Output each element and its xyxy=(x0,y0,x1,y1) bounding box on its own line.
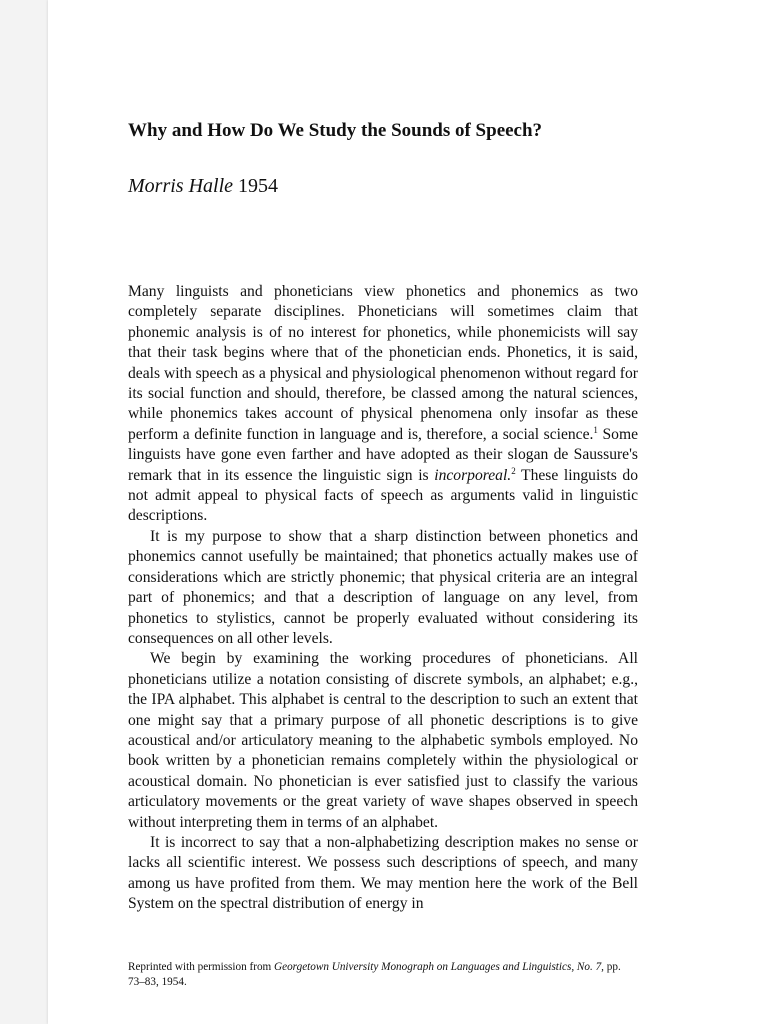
paragraph-3: We begin by examining the working procedures of phoneticians. All phoneticians utilize a notation consisting of discrete symbols, an alphabet; e.g., the IPA alphabet. This alphabet is central to the description to such an extent that one might say that a primary purpose of all phonetic descriptions is to give acoustical and/or articulatory meaning to the alphabetic symbols employed. No book written by a phonetician remains completely within the physiological or acoustical domain. No phonetician is ever satisfied just to classify the various articulatory movements or the great variety of wave shapes observed in speech without interpreting them in terms of an alphabet. xyxy=(128,650,638,831)
byline xyxy=(128,172,278,200)
article-body xyxy=(128,282,638,915)
publication-year: 1954 xyxy=(238,175,278,197)
footnote-marker-1: 1 xyxy=(593,424,598,435)
footnote-marker-2: 2 xyxy=(511,465,516,476)
footnote-source: Georgetown University Monograph on Languages and Linguistics, No. 7, xyxy=(274,961,604,973)
article-title: Why and How Do We Study the Sounds of Speech? xyxy=(128,120,543,141)
paragraph-1 xyxy=(128,282,638,527)
paragraph-1-text-d: These linguists do not admit appeal to physical facts of speech as arguments valid in linguistic descriptions. xyxy=(128,466,638,525)
document-page xyxy=(48,0,768,1024)
paragraph-1-italic: incorporeal. xyxy=(434,466,512,484)
reprint-footnote xyxy=(128,960,638,990)
author-name: Morris Halle xyxy=(128,175,233,197)
footnote-suffix: pp. 73–83, 1954. xyxy=(128,961,621,988)
footnote-prefix: Reprinted with permission from xyxy=(128,961,275,973)
paragraph-1-text-b: Some linguists have gone even farther and have adopted as their slogan de Saussure's remark that in its essence the linguistic sign is xyxy=(128,425,639,484)
paragraph-4: It is incorrect to say that a non-alphabetizing description makes no sense or lacks all scientific interest. We possess such descriptions of speech, and many among us have profited from them. We may mention here the work of the Bell System on the spectral distribution of energy in xyxy=(128,833,638,913)
paragraph-1-text-a: Many linguists and phoneticians view phonetics and phonemics as two completely separate disciplines. Phoneticians will sometimes claim that phonemic analysis is of no interest for phonetics, while phonemicists will say that their task begins where that of the phonetician ends. Phonetics, it is said, deals with speech as a physical and physiological phenomenon without regard for its social function and should, therefore, be classed among the natural sciences, while phonemics takes account of physical phenomena only insofar as these perform a definite function in language and is, therefore, a social science. xyxy=(128,283,638,443)
paragraph-2: It is my purpose to show that a sharp distinction between phonetics and phonemics cannot usefully be maintained; that phonetics actually makes use of considerations which are strictly phonemic; that physical criteria are an integral part of phonemics; and that a description of language on any level, from phonetics to stylistics, cannot be properly evaluated without considering its consequences on all other levels. xyxy=(128,527,638,647)
